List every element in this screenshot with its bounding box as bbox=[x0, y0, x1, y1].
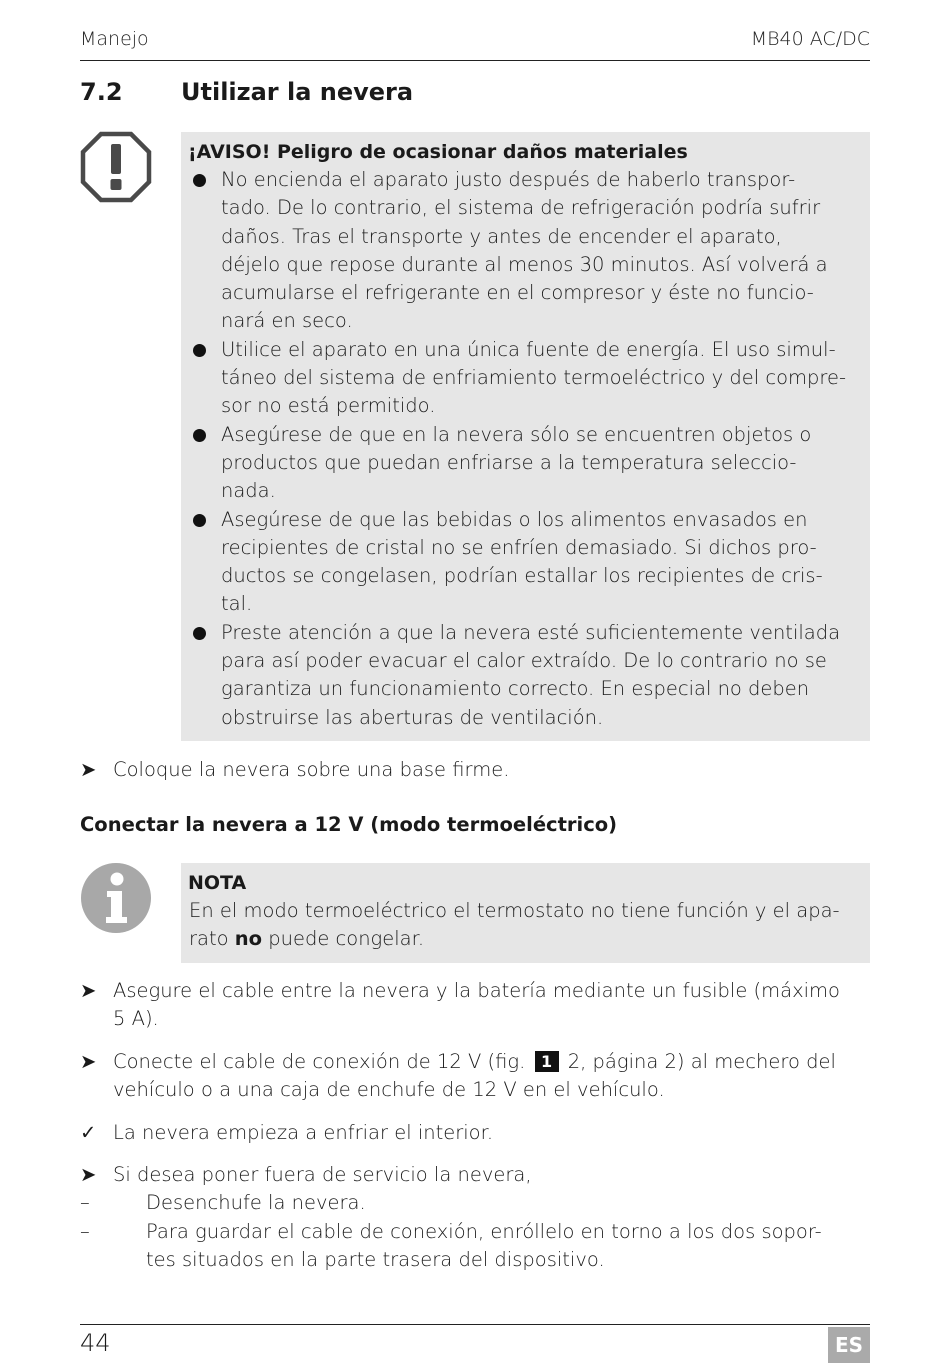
warning-item: Asegúrese de que las bebidas o los alimentos envasados en recipientes de cristal no se enfríen demasiado. Si dichos pro- ductos se congelasen, podrían estallar los recipientes de cris- tal. bbox=[189, 506, 862, 619]
info-icon bbox=[80, 862, 152, 934]
substep bbox=[80, 1189, 870, 1217]
arrow-icon: ➤ bbox=[80, 1050, 97, 1073]
warning-box bbox=[181, 132, 870, 741]
warning-exclamation-icon bbox=[80, 131, 152, 203]
step-text: Conecte el cable de conexión de 12 V (fig. bbox=[113, 1050, 526, 1073]
note-text bbox=[189, 897, 862, 954]
check-icon: ✓ bbox=[80, 1121, 97, 1144]
dash-icon: – bbox=[80, 1191, 90, 1215]
warning-item: Asegúrese de que en la nevera sólo se encuentren objetos o productos que puedan enfriarse a la temperatura seleccio- nada. bbox=[189, 421, 862, 506]
note-box bbox=[181, 863, 870, 963]
substep-text: Para guardar el cable de conexión, enróllelo en torno a los dos sopor- tes situados en la parte trasera del dispositivo. bbox=[146, 1219, 822, 1271]
warning-title: ¡AVISO! Peligro de ocasionar daños materiales bbox=[188, 141, 688, 163]
arrow-icon: ➤ bbox=[80, 1163, 97, 1186]
result-cooling bbox=[80, 1119, 870, 1147]
step-connect bbox=[80, 1048, 870, 1105]
step-place-on-base bbox=[80, 756, 870, 784]
step-text: 2, página 2) al mechero del vehículo o a una caja de enchufe de 12 V en el vehículo. bbox=[113, 1050, 836, 1102]
result-text: La nevera empieza a enfriar el interior. bbox=[113, 1121, 494, 1144]
subheading-12v: Conectar la nevera a 12 V (modo termoeléctrico) bbox=[80, 813, 618, 836]
page-header bbox=[80, 28, 870, 61]
page-footer bbox=[80, 1324, 870, 1366]
step-shutdown bbox=[80, 1161, 870, 1274]
note-text-part: En el modo termoeléctrico el termostato no tiene función y el apa- rato bbox=[189, 899, 840, 951]
substep bbox=[80, 1218, 870, 1275]
section-number: 7.2 bbox=[80, 78, 123, 106]
language-tab: ES bbox=[828, 1327, 870, 1363]
page-number: 44 bbox=[80, 1329, 111, 1357]
warning-item: Utilice el aparato en una única fuente de energía. El uso simul- táneo del sistema de enfriamiento termoeléctrico y del compre- sor no está permitido. bbox=[189, 336, 862, 421]
header-model: MB40 AC/DC bbox=[750, 28, 870, 50]
figure-number-badge: 1 bbox=[535, 1051, 559, 1072]
substep-text: Desenchufe la nevera. bbox=[146, 1191, 366, 1215]
warning-list bbox=[189, 166, 862, 732]
note-text-bold: no bbox=[234, 927, 263, 951]
header-chapter: Manejo bbox=[80, 28, 149, 50]
note-title: NOTA bbox=[188, 872, 247, 894]
section-heading bbox=[80, 78, 413, 106]
arrow-icon: ➤ bbox=[80, 979, 97, 1002]
note-text-part: puede congelar. bbox=[262, 927, 425, 951]
section-title: Utilizar la nevera bbox=[181, 78, 414, 106]
dash-icon: – bbox=[80, 1219, 90, 1243]
step-fuse bbox=[80, 977, 870, 1034]
warning-item: No encienda el aparato justo después de haberlo transpor- tado. De lo contrario, el sistema de refrigeración podría sufrir daños. Tras el transporte y antes de encender el aparato, déjelo que repose durante al menos 30 minutos. Así volverá a acumularse el refrigerante en el compresor y éste no funcio- nará en seco. bbox=[189, 166, 862, 336]
step-text: Coloque la nevera sobre una base firme. bbox=[113, 758, 510, 781]
step-text: Asegure el cable entre la nevera y la batería mediante un fusible (máximo 5 A). bbox=[113, 979, 840, 1031]
arrow-icon: ➤ bbox=[80, 758, 97, 781]
warning-item: Preste atención a que la nevera esté suficientemente ventilada para así poder evacuar el calor extraído. De lo contrario no se garantiza un funcionamiento correcto. En especial no deben obstruirse las aberturas de ventilación. bbox=[189, 619, 862, 732]
step-text: Si desea poner fuera de servicio la nevera, bbox=[113, 1163, 532, 1186]
